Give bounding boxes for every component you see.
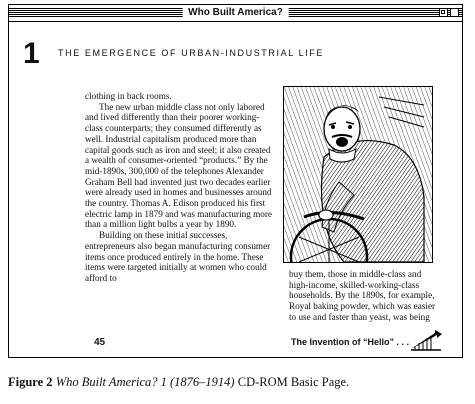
chapter-title: THE EMERGENCE OF URBAN-INDUSTRIAL LIFE: [58, 48, 324, 58]
cyclist-illustration: [283, 86, 433, 263]
figure-caption-suffix: CD-ROM Basic Page.: [234, 375, 350, 389]
window-title: Who Built America?: [182, 6, 289, 20]
paragraph: The new urban middle class not only labored and lived differently than their poorer working-class counterparts; they consumed differently as well. Industrial capitalism produced more than capital goods such as iron and steel; it also created a wealth of consumer-oriented “products.” By the mid-1890s, 300,000 of the telephones Alexander Graham Bell had invented just two decades earlier were already used in homes and businesses around the country. Thomas A. Edison produced his first electric lamp in 1879 and was manufacturing more than a million light bulbs a year by 1890.: [85, 101, 273, 230]
next-page-arrow-icon[interactable]: [409, 329, 443, 351]
collapse-box-icon[interactable]: [450, 8, 459, 17]
figure-caption: [8, 375, 349, 390]
page-number: 45: [94, 337, 106, 348]
paragraph: clothing in back rooms.: [85, 91, 172, 101]
next-section-link[interactable]: The Invention of “Hello” . . .: [291, 337, 410, 347]
title-bar[interactable]: [9, 5, 462, 22]
paragraph: Building on these initial successes, entrepreneurs also began manufacturing consumer items once produced entirely in the home. These items were targeted initially at women who could afford to: [85, 230, 271, 283]
figure-title: Who Built America? 1 (1876–1914): [55, 375, 235, 389]
paragraph: buy them, those in middle-class and high-income, skilled-working-class households. By the 1890s, for example, Royal baking powder, which was easier to use and faster than yeast, was being: [289, 269, 436, 322]
right-text-column: [289, 269, 439, 323]
chapter-number: 1: [23, 37, 40, 70]
left-text-column: [85, 91, 275, 284]
zoom-box-icon[interactable]: [439, 8, 448, 17]
cyclist-engraving-image: [284, 87, 432, 262]
figure-label: Figure 2: [8, 375, 53, 389]
